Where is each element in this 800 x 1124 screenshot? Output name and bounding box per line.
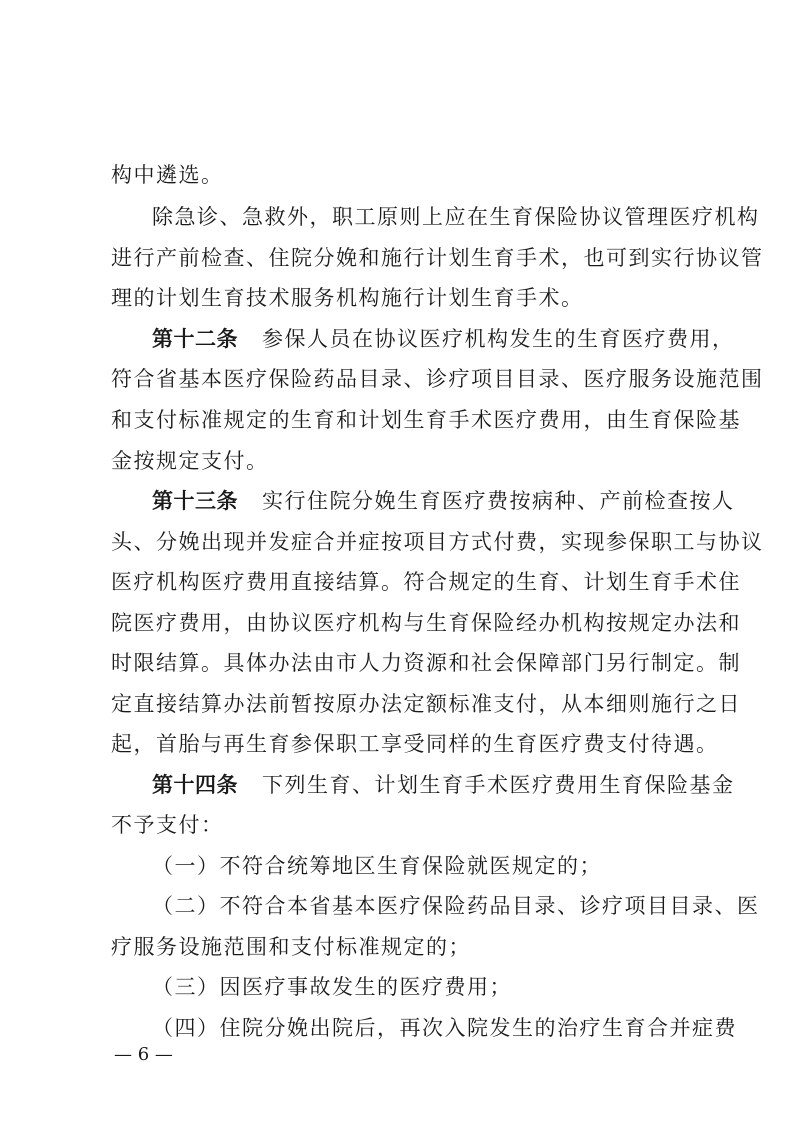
list-item: （四）住院分娩出院后，再次入院发生的治疗生育合并症费 [152,1016,737,1040]
article-12-line [152,324,735,354]
text-span: 参保人员在协议医疗机构发生的生育医疗费用， [262,327,735,351]
text-line: 不予支付： [111,813,224,837]
article-heading: 第十二条 [152,327,238,351]
text-line: 构中遴选。 [111,163,224,187]
text-line: 院医疗费用，由协议医疗机构与生育保险经办机构按规定办法和 [111,611,741,635]
text-line: 起，首胎与再生育参保职工享受同样的生育医疗费支付待遇。 [111,732,719,756]
list-item: （二）不符合本省基本医疗保险药品目录、诊疗项目目录、医 [152,894,760,918]
list-item: （三）因医疗事故发生的医疗费用； [152,975,512,999]
text-span: 下列生育、计划生育手术医疗费用生育保险基金 [262,773,735,797]
text-line: 符合省基本医疗保险药品目录、诊疗项目目录、医疗服务设施范围 [111,367,764,391]
text-span: 实行住院分娩生育医疗费按病种、产前检查按人 [262,489,735,513]
text-line: 定直接结算办法前暂按原办法定额标准支付，从本细则施行之日 [111,692,741,716]
text-line: 金按规定支付。 [111,449,269,473]
text-line: 理的计划生育技术服务机构施行计划生育手术。 [111,286,584,310]
article-heading: 第十四条 [152,773,238,797]
text-line: 医疗机构医疗费用直接结算。符合规定的生育、计划生育手术住 [111,570,741,594]
text-line: 和支付标准规定的生育和计划生育手术医疗费用，由生育保险基 [111,408,741,432]
article-14-line [152,770,735,800]
article-13-line [152,486,735,516]
list-item: （一）不符合统筹地区生育保险就医规定的； [152,854,602,878]
text-line: 进行产前检查、住院分娩和施行计划生育手术，也可到实行协议管 [111,246,764,270]
text-line: 时限结算。具体办法由市人力资源和社会保障部门另行制定。制 [111,651,741,675]
text-line: 除急诊、急救外，职工原则上应在生育保险协议管理医疗机构 [152,205,760,229]
article-heading: 第十三条 [152,489,238,513]
text-line: 疗服务设施范围和支付标准规定的； [111,935,471,959]
page-number: — 6 — [114,1044,173,1065]
text-line: 头、分娩出现并发症合并症按项目方式付费，实现参保职工与协议 [111,530,764,554]
